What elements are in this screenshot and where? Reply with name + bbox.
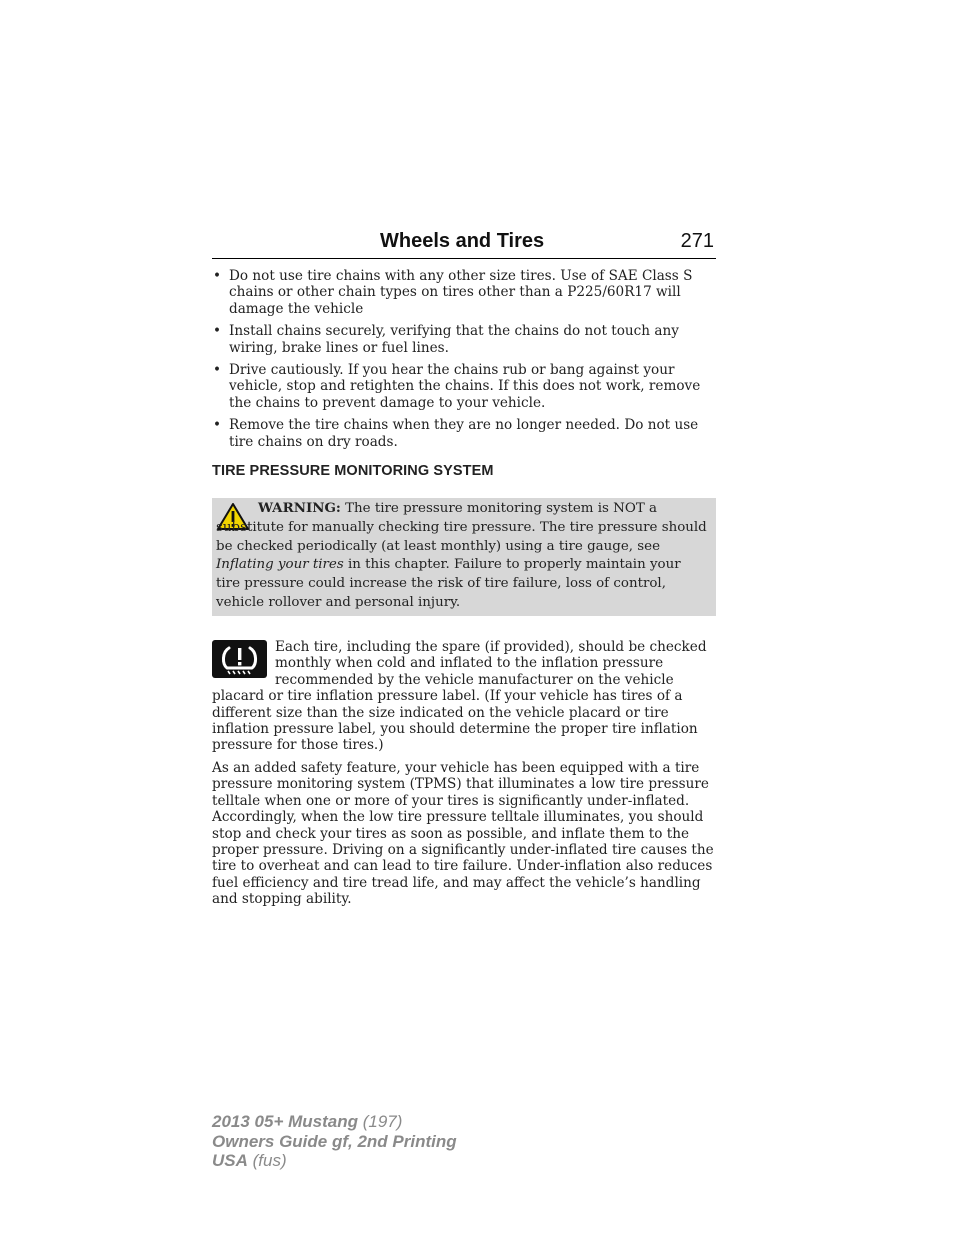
bullet-text: Do not use tire chains with any other size tires. Use of SAE Class S chains or other chain types on tires other than a P225/60R17 will damage the vehicle [229,268,693,317]
paragraph-text: Each tire, including the spare (if provided), should be checked monthly when cold and inflated to the inflation pressure recommended by the vehicle manufacturer on the vehicle placard or tire inflation pressure label. (If your vehicle has tires of a different size than the size indicated on the vehicle placard or tire inflation pressure label, you should determine the proper tire inflation pressure for those tires.) [212,639,707,754]
page-header [212,228,716,259]
footer-line-1 [212,1112,457,1132]
cross-reference-link: Inflating your tires [216,557,344,573]
footer-line-3 [212,1151,457,1171]
page-number: 271 [680,230,714,252]
warning-text-part2: in this chapter. Failure to properly maintain your tire pressure could increase the risk of tire failure, loss of control, vehicle rollover and personal injury. [216,557,681,610]
page-footer [212,1112,457,1171]
list-item [212,362,716,411]
footer-market-code: (fus) [247,1151,287,1170]
warning-text [216,499,708,613]
footer-market: USA [212,1151,248,1170]
section-heading: TIRE PRESSURE MONITORING SYSTEM [212,463,494,479]
tpms-paragraph-2: As an added safety feature, your vehicle has been equipped with a tire pressure monitoring system (TPMS) that illuminates a low tire pressure telltale when one or more of your tires is significantly under-inflated. Accordingly, when the low tire pressure telltale illuminates, you should stop and check your tires as soon as possible, and inflate them to the proper pressure. Driving on a significantly under-inflated tire causes the tire to overheat and can lead to tire failure. Under-inflation also reduces fuel efficiency and tire tread life, and may affect the vehicle’s handling and stopping ability. [212,760,714,908]
tire-chain-bullet-list [212,268,716,456]
footer-guide: Owners Guide gf, 2nd Printing [212,1131,457,1151]
tpms-paragraph-1 [212,639,716,754]
warning-label: WARNING: [258,500,341,516]
bullet-icon: • [213,268,222,284]
bullet-icon: • [213,417,222,434]
bullet-icon: • [213,362,222,379]
warning-box [212,498,716,616]
footer-model: 2013 05+ Mustang [212,1112,358,1131]
bullet-icon: • [213,323,222,340]
bullet-text: Remove the tire chains when they are no longer needed. Do not use tire chains on dry roads. [229,417,699,450]
bullet-text: Install chains securely, verifying that the chains do not touch any wiring, brake lines or fuel lines. [229,323,679,356]
list-item [212,268,716,317]
footer-model-code: (197) [358,1112,403,1131]
footer-line-2 [212,1132,457,1152]
list-item [212,323,716,356]
bullet-text: Drive cautiously. If you hear the chains rub or bang against your vehicle, stop and retighten the chains. If this does not work, remove the chains to prevent damage to your vehicle. [229,362,701,411]
warning-text-part1: The tire pressure monitoring system is NOT a substitute for manually checking tire pressure. The tire pressure should be checked periodically (at least monthly) using a tire gauge, see [216,501,707,554]
list-item [212,417,716,450]
chapter-title: Wheels and Tires [380,230,545,252]
